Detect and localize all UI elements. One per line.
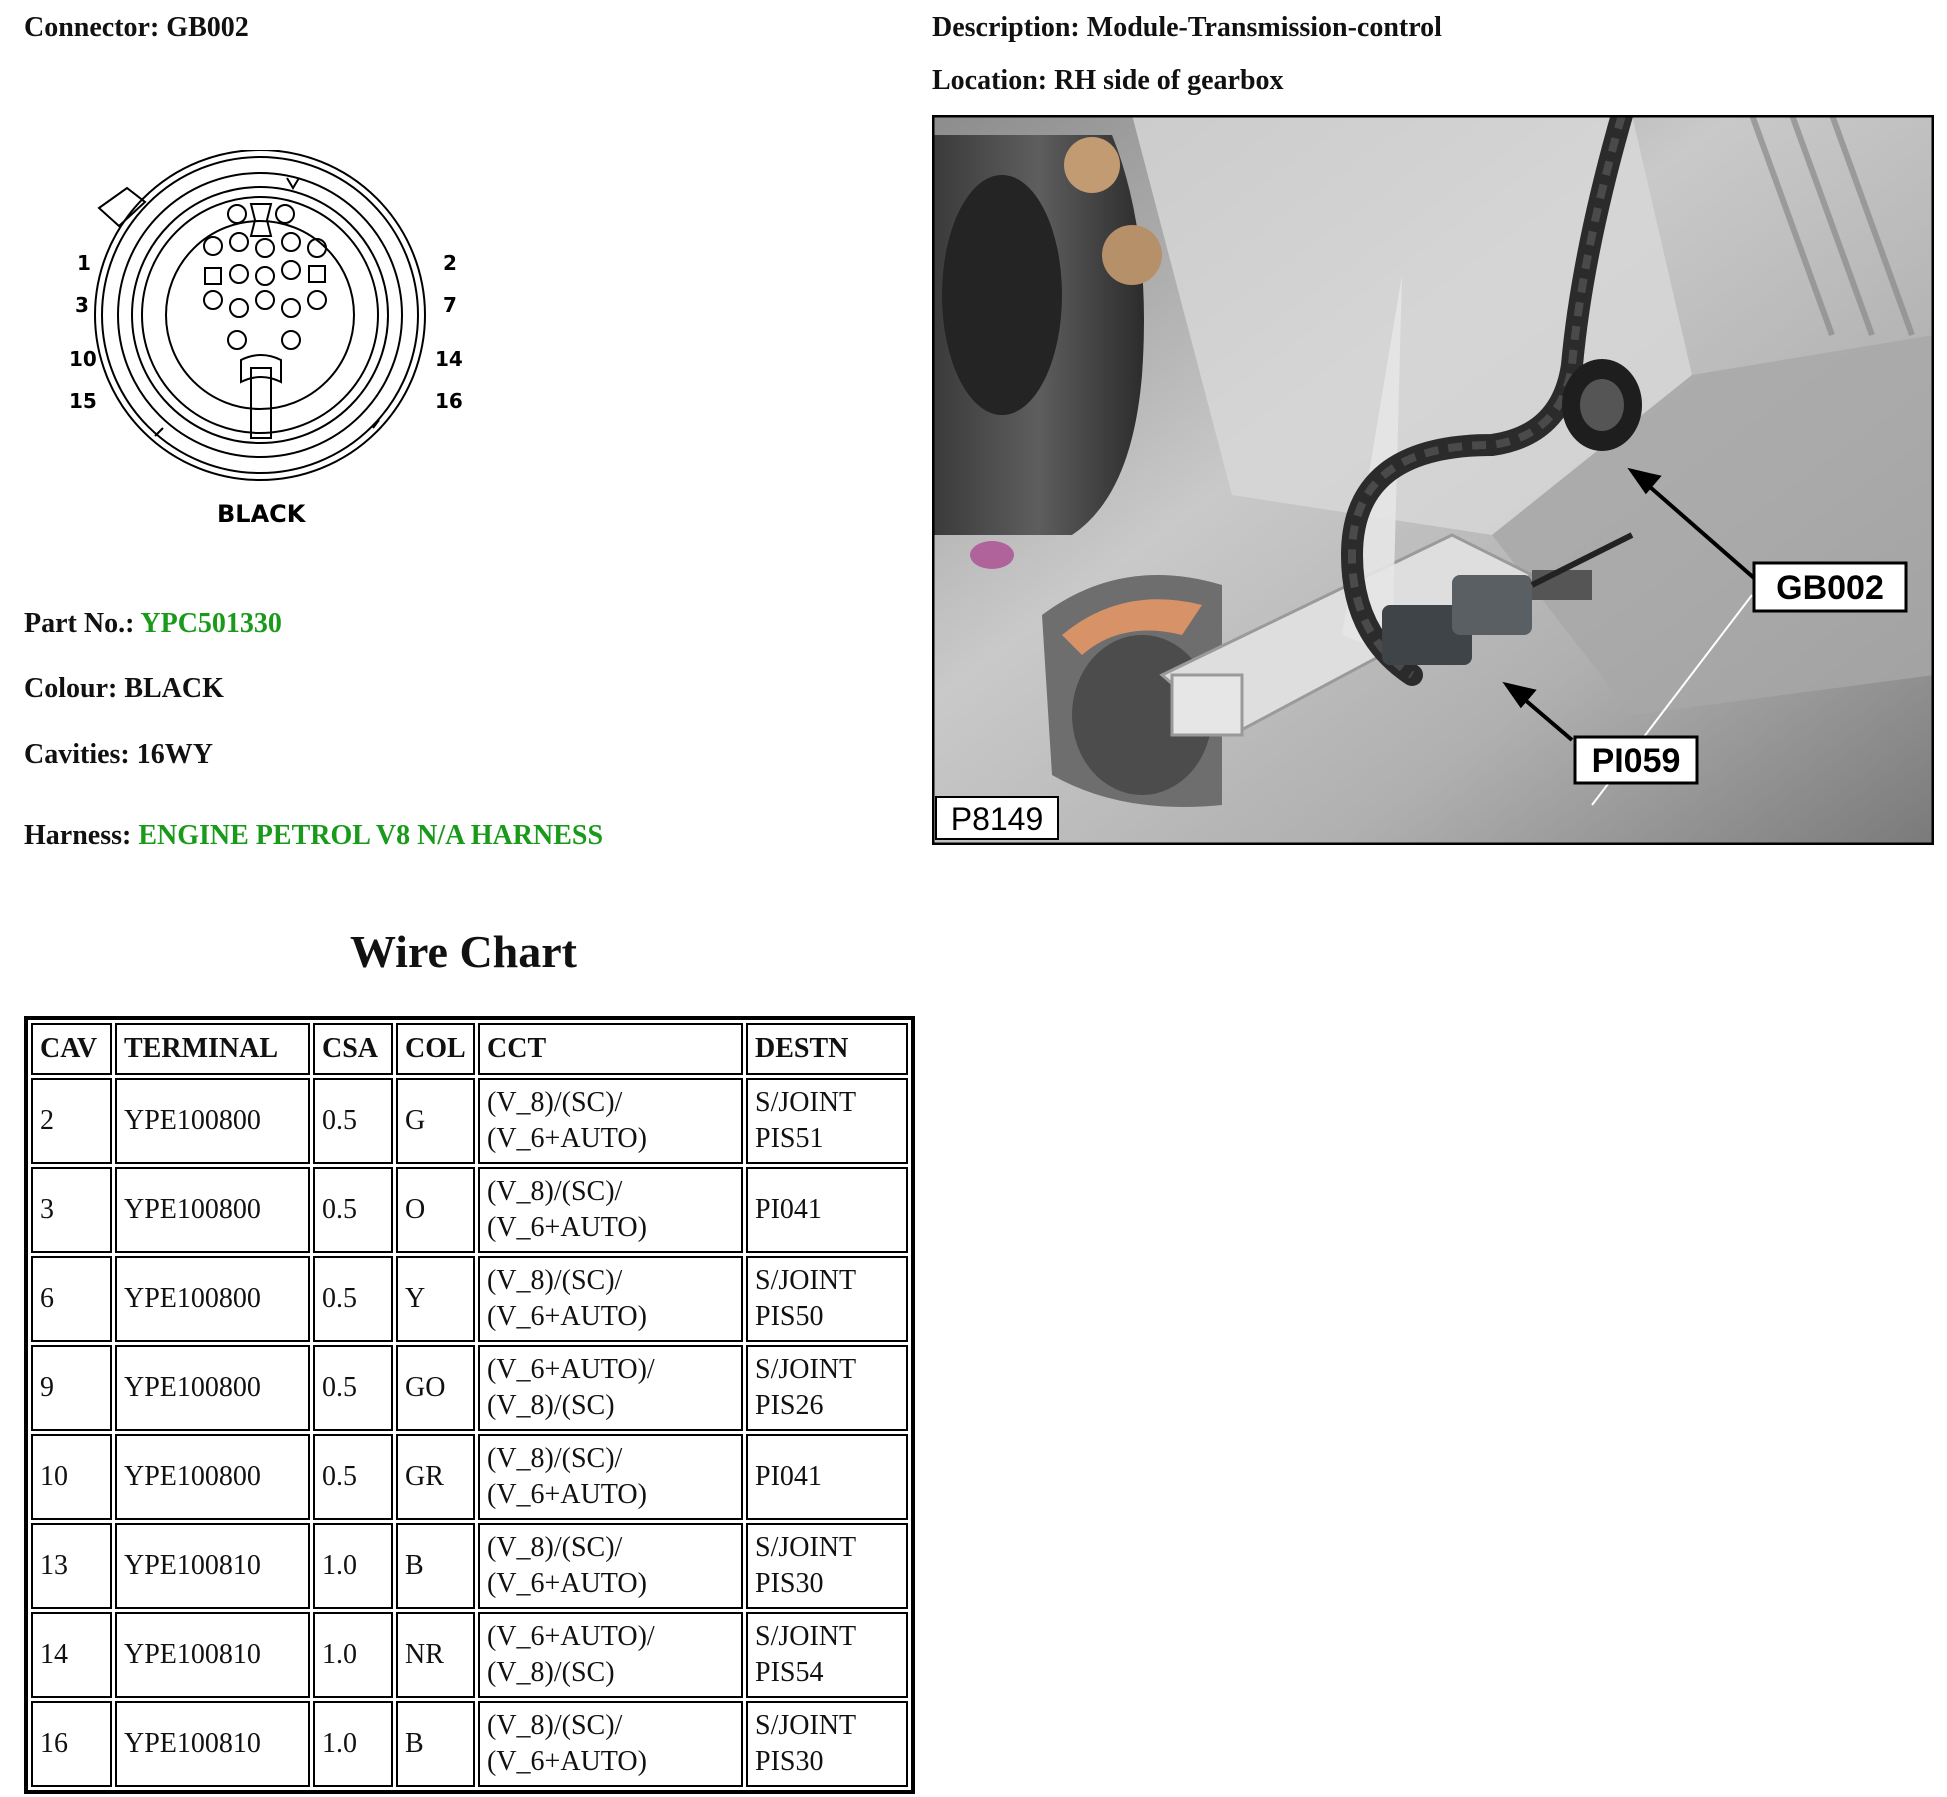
cell-cav-text: 13: [40, 1550, 68, 1581]
cell-cav: [31, 1612, 112, 1698]
cell-csa-text: 1.0: [322, 1550, 357, 1581]
cell-cct: [478, 1345, 743, 1431]
header-csa: CSA: [313, 1023, 393, 1075]
part-no-line: [24, 608, 282, 640]
cell-col: [396, 1523, 475, 1609]
photo-figure-id: P8149: [950, 801, 1044, 837]
cell-destn: [746, 1523, 908, 1609]
cell-cct-text: (V_8)/(SC)/: [487, 1265, 623, 1296]
table-header-row: [31, 1023, 908, 1075]
cell-col-text: B: [405, 1728, 424, 1759]
connector-line: [24, 12, 249, 44]
cell-cav: [31, 1701, 112, 1787]
cell-terminal: [115, 1167, 310, 1253]
cell-destn: [746, 1434, 908, 1520]
cell-destn-text: PIS30: [755, 1746, 824, 1777]
cell-cct-text: (V_8)/(SC)/: [487, 1443, 623, 1474]
cell-col: [396, 1434, 475, 1520]
pin-label-10: 10: [69, 347, 97, 371]
pin-label-7: 7: [443, 293, 457, 317]
table-row: [31, 1256, 908, 1342]
colour-value: BLACK: [124, 673, 224, 704]
connector-face-diagram: [55, 150, 485, 540]
cell-terminal: [115, 1256, 310, 1342]
cell-col: [396, 1256, 475, 1342]
cell-destn-text: S/JOINT: [755, 1621, 857, 1652]
cell-cct-text: (V_8)/(SC)/: [487, 1710, 623, 1741]
table-row: [31, 1523, 908, 1609]
cell-cct-text: (V_8)/(SC)/: [487, 1532, 623, 1563]
cell-terminal: [115, 1434, 310, 1520]
cell-cct-text: (V_6+AUTO): [487, 1123, 647, 1154]
table-row: [31, 1078, 908, 1164]
cell-terminal-text: YPE100810: [124, 1728, 261, 1759]
cell-csa-text: 0.5: [322, 1194, 357, 1225]
cell-csa-text: 0.5: [322, 1105, 357, 1136]
cell-cav: [31, 1434, 112, 1520]
cell-col: [396, 1167, 475, 1253]
cell-cct: [478, 1434, 743, 1520]
table-row: [31, 1612, 908, 1698]
colour-label: Colour:: [24, 673, 118, 704]
pin-label-16: 16: [435, 389, 463, 413]
cell-terminal-text: YPE100810: [124, 1550, 261, 1581]
cell-cct-text: (V_6+AUTO)/: [487, 1354, 655, 1385]
diagram-colour-caption: BLACK: [217, 500, 306, 528]
cell-destn-text: S/JOINT: [755, 1532, 857, 1563]
cell-destn-text: PI041: [755, 1194, 822, 1225]
cell-cav: [31, 1345, 112, 1431]
cell-destn-text: PIS54: [755, 1657, 824, 1688]
cell-col: [396, 1612, 475, 1698]
cell-col-text: O: [405, 1194, 426, 1225]
harness-link[interactable]: ENGINE PETROL V8 N/A HARNESS: [138, 820, 604, 851]
cell-terminal: [115, 1078, 310, 1164]
cell-cav: [31, 1167, 112, 1253]
cell-csa-text: 0.5: [322, 1461, 357, 1492]
cell-destn-text: S/JOINT: [755, 1265, 857, 1296]
cavities-line: [24, 739, 213, 771]
cell-col: [396, 1345, 475, 1431]
cell-col-text: NR: [405, 1639, 444, 1670]
pin-label-1: 1: [77, 251, 91, 275]
cell-csa: [313, 1523, 393, 1609]
cell-cct-text: (V_8)/(SC): [487, 1390, 615, 1421]
cell-cct: [478, 1078, 743, 1164]
cell-col: [396, 1701, 475, 1787]
cell-col-text: GR: [405, 1461, 444, 1492]
cell-destn: [746, 1167, 908, 1253]
cell-cct: [478, 1167, 743, 1253]
cell-terminal: [115, 1345, 310, 1431]
pin-label-15: 15: [69, 389, 97, 413]
cell-cav: [31, 1078, 112, 1164]
header-col: COL: [396, 1023, 475, 1075]
table-row: [31, 1701, 908, 1787]
cell-destn-text: PIS30: [755, 1568, 824, 1599]
cell-col-text: Y: [405, 1283, 426, 1314]
cell-cct: [478, 1701, 743, 1787]
cell-cct-text: (V_8)/(SC)/: [487, 1176, 623, 1207]
cell-cav-text: 14: [40, 1639, 68, 1670]
cell-terminal: [115, 1612, 310, 1698]
header-terminal: TERMINAL: [115, 1023, 310, 1075]
cell-terminal-text: YPE100810: [124, 1639, 261, 1670]
header-cct: CCT: [478, 1023, 743, 1075]
cell-cct-text: (V_8)/(SC)/: [487, 1087, 623, 1118]
location-value: RH side of gearbox: [1054, 65, 1284, 96]
cell-destn-text: S/JOINT: [755, 1087, 857, 1118]
part-no-link[interactable]: YPC501330: [140, 608, 282, 639]
cell-cav: [31, 1256, 112, 1342]
cell-destn: [746, 1345, 908, 1431]
header-cav: CAV: [31, 1023, 112, 1075]
location-photo: [932, 115, 1934, 845]
description-label: Description:: [932, 12, 1080, 43]
cell-csa-text: 1.0: [322, 1728, 357, 1759]
cell-terminal-text: YPE100800: [124, 1194, 261, 1225]
colour-line: [24, 673, 224, 705]
table-row: [31, 1167, 908, 1253]
cell-csa: [313, 1256, 393, 1342]
cell-cav-text: 10: [40, 1461, 68, 1492]
cell-cct: [478, 1612, 743, 1698]
cell-destn-text: S/JOINT: [755, 1710, 857, 1741]
cell-destn-text: PIS50: [755, 1301, 824, 1332]
wire-chart-table: [24, 1016, 915, 1794]
cell-csa: [313, 1701, 393, 1787]
cell-cct-text: (V_6+AUTO): [487, 1479, 647, 1510]
cell-destn: [746, 1612, 908, 1698]
cell-cct-text: (V_6+AUTO): [487, 1212, 647, 1243]
cell-terminal: [115, 1701, 310, 1787]
cell-csa: [313, 1434, 393, 1520]
cell-col-text: GO: [405, 1372, 446, 1403]
cell-csa: [313, 1612, 393, 1698]
table-row: [31, 1434, 908, 1520]
part-no-label: Part No.:: [24, 608, 135, 639]
cell-cav-text: 16: [40, 1728, 68, 1759]
cell-destn: [746, 1256, 908, 1342]
cell-cct-text: (V_6+AUTO)/: [487, 1621, 655, 1652]
cell-cav-text: 3: [40, 1194, 54, 1225]
cell-cct-text: (V_6+AUTO): [487, 1568, 647, 1599]
callout-pi059: PI059: [1591, 742, 1681, 780]
connector-value: GB002: [166, 12, 249, 43]
cell-csa: [313, 1167, 393, 1253]
table-row: [31, 1345, 908, 1431]
cell-terminal-text: YPE100800: [124, 1461, 261, 1492]
cell-cct: [478, 1523, 743, 1609]
cell-col: [396, 1078, 475, 1164]
connector-label: Connector:: [24, 12, 160, 43]
description-line: [932, 12, 1442, 44]
cell-cav: [31, 1523, 112, 1609]
cell-terminal-text: YPE100800: [124, 1372, 261, 1403]
cell-csa: [313, 1078, 393, 1164]
cell-col-text: G: [405, 1105, 426, 1136]
cell-csa: [313, 1345, 393, 1431]
pin-label-2: 2: [443, 251, 457, 275]
pin-label-14: 14: [435, 347, 463, 371]
wire-chart-title: Wire Chart: [350, 926, 577, 977]
cell-terminal-text: YPE100800: [124, 1283, 261, 1314]
cavities-label: Cavities:: [24, 739, 130, 770]
cell-col-text: B: [405, 1550, 424, 1581]
location-label: Location:: [932, 65, 1048, 96]
cell-terminal: [115, 1523, 310, 1609]
cell-cav-text: 9: [40, 1372, 54, 1403]
cavities-value: 16WY: [136, 739, 213, 770]
cell-destn-text: PI041: [755, 1461, 822, 1492]
cell-csa-text: 0.5: [322, 1372, 357, 1403]
cell-cav-text: 6: [40, 1283, 54, 1314]
cell-cav-text: 2: [40, 1105, 54, 1136]
cell-cct-text: (V_6+AUTO): [487, 1746, 647, 1777]
callout-gb002: GB002: [1776, 569, 1884, 607]
harness-line: [24, 820, 603, 852]
cell-destn: [746, 1078, 908, 1164]
cell-cct-text: (V_6+AUTO): [487, 1301, 647, 1332]
cell-cct-text: (V_8)/(SC): [487, 1657, 615, 1688]
harness-label: Harness:: [24, 820, 132, 851]
description-value: Module-Transmission-control: [1086, 12, 1442, 43]
cell-destn: [746, 1701, 908, 1787]
cell-csa-text: 1.0: [322, 1639, 357, 1670]
cell-cct: [478, 1256, 743, 1342]
header-destn: DESTN: [746, 1023, 908, 1075]
location-line: [932, 65, 1284, 97]
cell-csa-text: 0.5: [322, 1283, 357, 1314]
pin-label-3: 3: [75, 293, 89, 317]
cell-destn-text: S/JOINT: [755, 1354, 857, 1385]
cell-destn-text: PIS26: [755, 1390, 824, 1421]
cell-terminal-text: YPE100800: [124, 1105, 261, 1136]
cell-destn-text: PIS51: [755, 1123, 824, 1154]
